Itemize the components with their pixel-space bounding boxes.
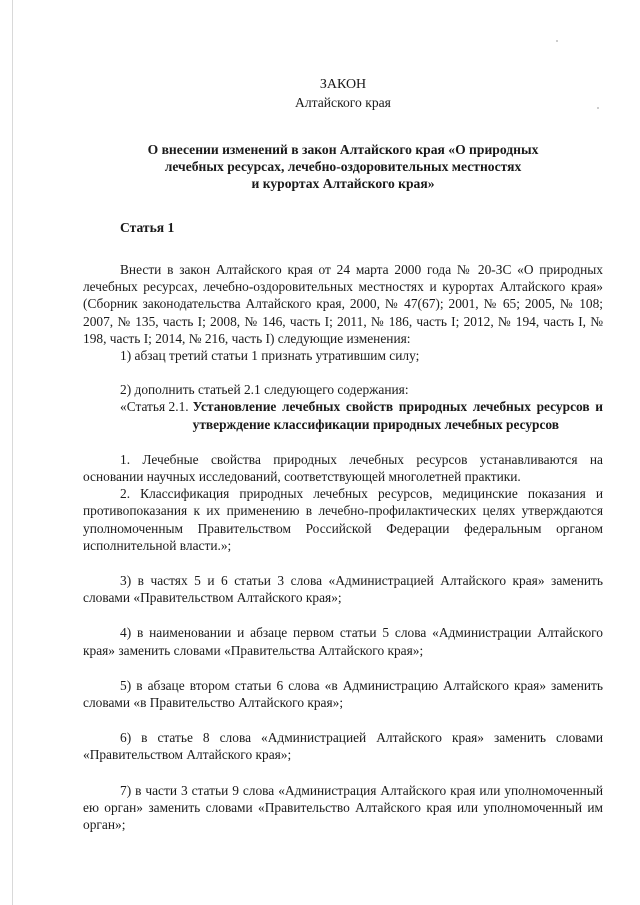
law-subject-line: и курортах Алтайского края» [251,176,435,192]
amendment-item-3: 3) в частях 5 и 6 статьи 3 слова «Администрацией Алтайского края» заменить словами «Правительством Алтайского края»; [83,572,603,606]
amendment-item-4: 4) в наименовании и абзаце первом статьи 5 слова «Администрации Алтайского края» заменить словами «Правительства Алтайского края»; [83,625,603,658]
scan-speck [556,40,558,42]
law-subject [83,141,603,193]
amendment-item-1: 1) абзац третий статьи 1 признать утратившим силу; [120,347,420,363]
document-body [83,76,603,833]
new-article-label: «Статья 2.1. [120,399,189,415]
law-subject-line: О внесении изменений в закон Алтайского края «О природных [147,141,539,157]
article-intro: Внести в закон Алтайского края от 24 марта 2000 года № 20-ЗС «О природных лечебных ресурсах, лечебно-оздоровительных местностях и курортах Алтайского края» (Сборник законодательства Алтайского края, 2000, № 47(67); 2001, № 65; 2005, № 108; 2007, № 135, часть I; 2008, № 146, часть I; 2011, № 186, часть I; 2012, № 194, часть I, № 198, часть I; 2014, № 216, часть I) следующие изменения: [83,261,603,346]
amendment-item-7: 7) в части 3 статьи 9 слова «Администрация Алтайского края или уполномоченный ею орган» заменить словами «Правительство Алтайского края или уполномоченный им орган»; [83,782,603,832]
document-region: Алтайского края [295,95,391,110]
amendment-item-5: 5) в абзаце втором статьи 6 слова «в Администрацию Алтайского края» заменить словами «в Правительство Алтайского края»; [83,677,603,710]
new-article-heading [83,398,603,432]
new-article-title: Установление лечебных свойств природных лечебных ресурсов и утверждение классификации природных лечебных ресурсов [192,399,603,432]
law-subject-line: лечебных ресурсах, лечебно-оздоровительных местностях [164,158,522,174]
amendment-item-6: 6) в статье 8 слова «Администрацией Алтайского края» заменить словами «Правительством Алтайского края»; [83,730,603,763]
new-article-paragraph-1: 1. Лечебные свойства природных лечебных ресурсов устанавливаются на основании научных исследований, соответствующей многолетней практики. [83,451,603,484]
document-type: ЗАКОН [319,77,367,92]
article-heading: Статья 1 [120,219,175,235]
amendment-item-2: 2) дополнить статьей 2.1 следующего содержания: [120,382,409,398]
new-article-paragraph-2: 2. Классификация природных лечебных ресурсов, медицинские показания и противопоказания к их применению в лечебно-профилактических целях утверждаются уполномоченным Правительством Российской Федерации федеральным органом исполнительной власти.»; [83,486,603,553]
scan-edge-line [12,0,13,905]
